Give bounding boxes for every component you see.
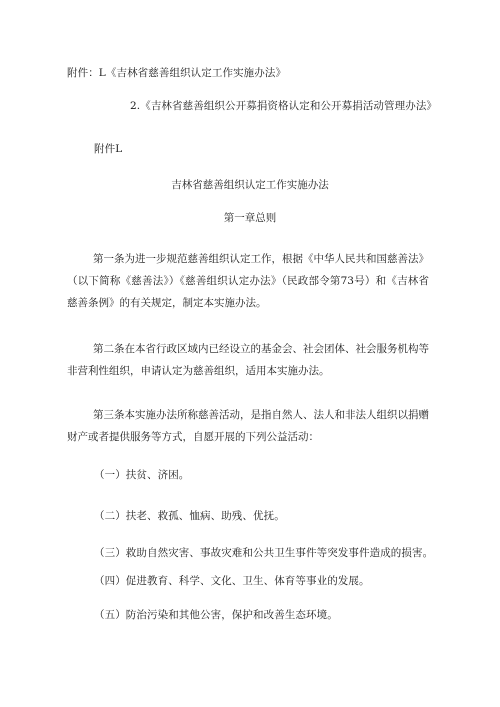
list-item: （四）促进教育、科学、文化、卫生、体育等事业的发展。 bbox=[94, 575, 370, 587]
chapter-heading: 第一章总则 bbox=[223, 212, 277, 224]
list-item: （二）扶老、救孤、恤病、助残、优抚。 bbox=[94, 510, 285, 522]
list-item: （五）防治污染和其他公害，保护和改善生态环境。 bbox=[94, 609, 338, 621]
document-title: 吉林省慈善组织认定工作实施办法 bbox=[171, 179, 329, 191]
list-item: （一）扶贫、济困。 bbox=[94, 469, 190, 481]
list-item: （三）救助自然灾害、事故灾难和公共卫生事件等突发事件造成的损害。 bbox=[94, 547, 434, 559]
attachment-label: 附件L bbox=[94, 143, 123, 155]
attachment-line-2: 2.《吉林省慈善组织公开募捐资格认定和公开募捐活动管理办法》 bbox=[130, 100, 438, 112]
attachment-line-1: 附件：L《吉林省慈善组织认定工作实施办法》 bbox=[67, 67, 287, 79]
article-1: 第一条为进一步规范慈善组织认定工作，根据《中华人民共和国慈善法》（以下简称《慈善法》）《慈善组织认定办法》（民政部令第73号）和《吉林省慈善条例》的有关规定，制定本实施办法。 bbox=[67, 253, 429, 309]
article-2: 第二条在本省行政区域内已经设立的基金会、社会团体、社会服务机构等非营利性组织，申请认定为慈善组织，适用本实施办法。 bbox=[67, 343, 429, 377]
article-3: 第三条本实施办法所称慈善活动，是指自然人、法人和非法人组织以捐赠财产或者提供服务等方式，自愿开展的下列公益活动： bbox=[67, 409, 429, 443]
